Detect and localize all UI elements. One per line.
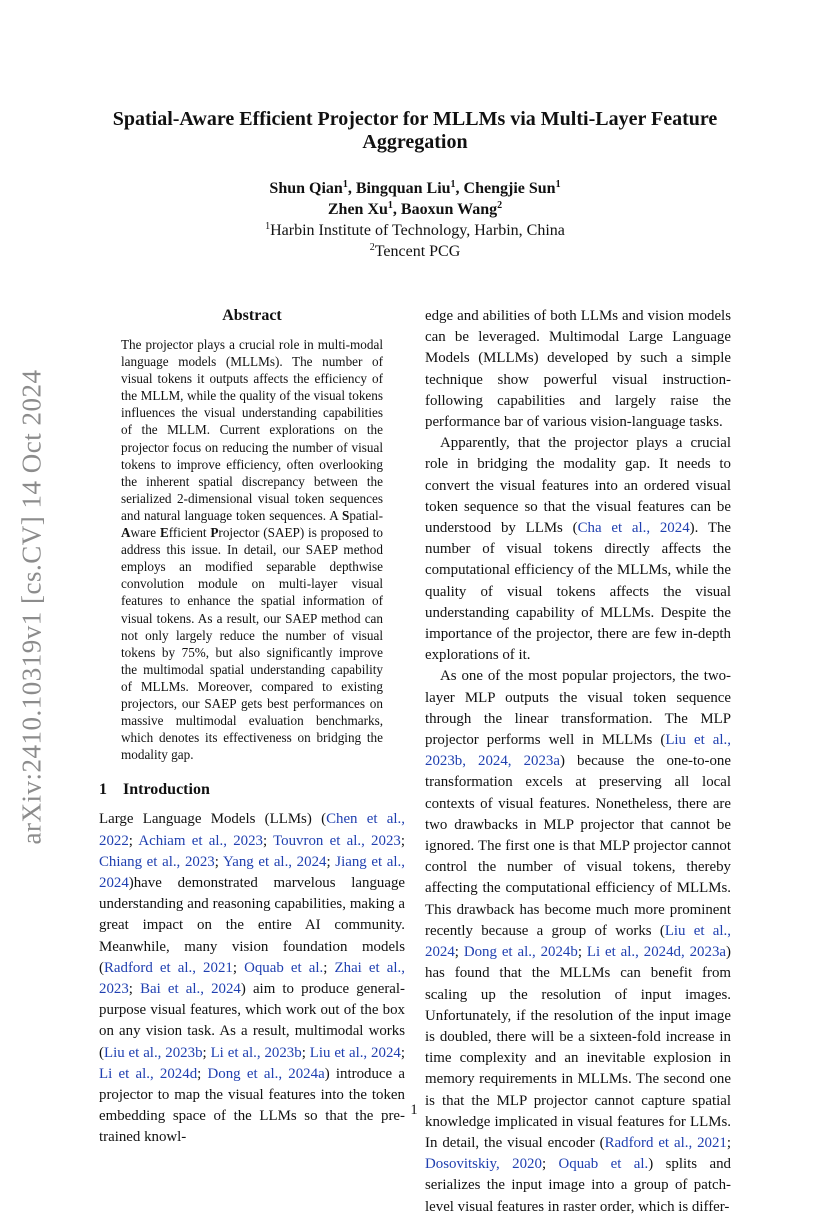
citation-link[interactable]: Zhai et al., 2023 — [99, 959, 405, 997]
intro-paragraph-1-continued: edge and abilities of both LLMs and vision models can be leveraged. Multimodal Large Language Models (MLLMs) developed by such a simple technique show powerful visual instruction-following capabilities and largely raise the performance bar of various vision-language tasks. — [425, 308, 731, 431]
affiliation-marker: 1 — [387, 200, 393, 211]
author-name: Chengjie Sun — [463, 180, 556, 197]
author-name: Shun Qian — [269, 180, 343, 197]
citation-link[interactable]: Radford et al., 2021 — [103, 959, 233, 976]
intro-paragraph-3: As one of the most popular projectors, the two-layer MLP outputs the visual token sequence through the linear transformation. The MLP projector performs well in MLLMs (Liu et al., 2023b, 2024, 2023a) because the one-to-one transformation excels at preserving all local contexts of visual features. Nonetheless, there are two drawbacks in MLP projector that cannot be ignored. The first one is that MLP projector cannot control the number of visual tokens, thereby affecting the computational efficiency of MLLMs. This drawback has become much more prominent recently because a group of works (Liu et al., 2024; Dong et al., 2024b; Li et al., 2024d, 2023a) has found that the MLLMs can benefit from scaling up the resolution of input images. Unfortunately, if the resolution of the input image is doubled, there will be a sixteen-fold increase in time complexity and an inevitable explosion in memory requirements in MLLMs. The second one is that the MLP projector cannot capture spatial knowledge implicated in visual features for LLMs. In detail, the visual encoder (Radford et al., 2021; Dosovitskiy, 2020; Oquab et al.) splits and serializes the input image into a group of patch-level visual features in raster order, which is differ- — [425, 668, 731, 1215]
citation-link[interactable]: Li et al., 2024d — [99, 1065, 198, 1082]
intro-paragraph-1: Large Language Models (LLMs) (Chen et al., 2022; Achiam et al., 2023; Touvron et al., 2023; Chiang et al., 2023; Yang et al., 2024; Jiang et al., 2024)have demonstrated marvelous language understanding and reasoning capabilities, making a great impact on the entire AI community. Meanwhile, many vision foundation models (Radford et al., 2021; Oquab et al.; Zhai et al., 2023; Bai et al., 2024) aim to produce general-purpose visual features, which work out of the box on any vision task. As a result, multimodal works (Liu et al., 2023b; Li et al., 2023b; Liu et al., 2024; Li et al., 2024d; Dong et al., 2024a) introduce a projector to map the visual features into the token embedding space of the LLMs so that the pre-trained knowl- — [99, 811, 405, 1146]
affiliation-text: Harbin Institute of Technology, Harbin, China — [270, 222, 565, 239]
citation-link[interactable]: Liu et al., 2024 — [425, 922, 731, 961]
section-heading-introduction — [99, 780, 405, 800]
affiliation-marker: 1 — [342, 179, 348, 190]
author-block — [100, 178, 730, 262]
citation-link[interactable]: Liu et al., 2023b — [103, 1044, 203, 1061]
section-title: Introduction — [123, 781, 210, 799]
citation-link[interactable]: Oquab et al. — [244, 959, 324, 976]
author-name: Zhen Xu — [327, 201, 388, 218]
left-column — [99, 306, 405, 1149]
citation-link[interactable]: Liu et al., 2024 — [309, 1044, 401, 1061]
right-column — [425, 306, 731, 1218]
affiliation-1 — [100, 220, 730, 241]
citation-link[interactable]: Dong et al., 2024a — [207, 1065, 325, 1082]
affiliation-marker: 2 — [497, 200, 503, 211]
author-name: Baoxun Wang — [400, 201, 498, 218]
intro-paragraph-2: Apparently, that the projector plays a crucial role in bridging the modality gap. It needs to convert the visual features into an ordered visual token sequence so that the visual features can be understood by LLMs (Cha et al., 2024). The number of visual tokens directly affects the computational efficiency of the MLLMs, while the quality of visual tokens affects the visual understanding capability of MLLMs. Despite the importance of the projector, there are few in-depth explorations of it. — [425, 435, 731, 664]
citation-link[interactable]: Cha et al., 2024 — [577, 520, 690, 537]
affiliation-2 — [100, 241, 730, 262]
section-number: 1 — [99, 781, 107, 799]
author-line-2: Zhen Xu$^1$, Baoxun Wang$^2$ — [327, 200, 503, 218]
citation-link[interactable]: Touvron et al., 2023 — [273, 832, 401, 849]
citation-link[interactable]: Yang et al., 2024 — [222, 853, 327, 870]
affiliation-marker: 1 — [450, 179, 456, 190]
citation-link[interactable]: Chen et al., 2022 — [99, 811, 405, 849]
citation-link[interactable]: Liu et al., 2023b, 2024, 2023a — [425, 732, 731, 770]
paper-title: Spatial-Aware Efficient Projector for MLLMs via Multi-Layer Feature Aggregation — [112, 108, 718, 153]
arxiv-identifier-text: arXiv:2410.10319v1 [cs.CV] 14 Oct 2024 — [16, 369, 47, 845]
affiliation-marker: 2 — [369, 242, 375, 253]
affiliation-marker: 1 — [555, 179, 561, 190]
citation-link[interactable]: Radford et al., 2021 — [604, 1134, 727, 1151]
page-number: 1 — [410, 1102, 418, 1118]
citation-link[interactable]: Oquab et al. — [558, 1156, 649, 1173]
citation-link[interactable]: Bai et al., 2024 — [140, 980, 241, 997]
abstract-heading: Abstract — [222, 307, 282, 324]
citation-link[interactable]: Dong et al., 2024b — [463, 944, 578, 961]
citation-link[interactable]: Achiam et al., 2023 — [138, 832, 263, 849]
citation-link[interactable]: Li et al., 2023b — [210, 1044, 302, 1061]
citation-link[interactable]: Dosovitskiy, 2020 — [425, 1156, 542, 1173]
author-line-1: Shun Qian$^1$, Bingquan Liu$^1$, Chengjie Sun$^1$ — [269, 179, 561, 197]
abstract-text: The projector plays a crucial role in multi-modal language models (MLLMs). The number of visual tokens it outputs affects the efficiency of the MLLM, while the quality of the visual tokens influences the visual understanding capabilities of the MLLM. Current explorations on the projector focus on reducing the number of visual tokens to improve efficiency, often overlooking the inherent spatial discrepancy between the serialized 2-dimensional visual token sequences and natural language token sequences. A Spatial-Aware Efficient Projector (SAEP) is proposed to address this issue. In detail, our SAEP method employs an modified separable depthwise convolution module on multi-layer visual features to enhance the spatial information of visual tokens. As a result, our SAEP method can not only largely reduce the number of visual tokens by 75%, but also significantly improve the multimodal spatial understanding capability of MLLMs. Moreover, compared to existing projectors, our SAEP gets best performances on massive multimodal evaluation benchmarks, which denotes its effectiveness on bridging the modality gap. — [121, 337, 383, 763]
affiliation-marker: 1 — [265, 221, 271, 232]
citation-link[interactable]: Chiang et al., 2023 — [99, 853, 215, 870]
citation-link[interactable]: Li et al., 2024d, 2023a — [586, 944, 727, 961]
affiliation-text: Tencent PCG — [374, 243, 461, 260]
author-name: Bingquan Liu — [355, 180, 451, 197]
arxiv-identifier-stamp — [12, 362, 52, 852]
citation-link[interactable]: Jiang et al., 2024 — [99, 853, 405, 891]
